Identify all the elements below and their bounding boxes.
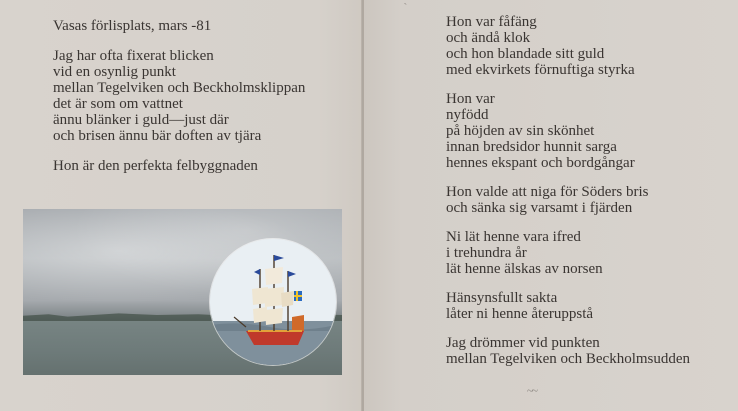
poem-line: Ni lät henne vara ifred — [446, 229, 581, 245]
poem-line: i trehundra år — [446, 245, 527, 261]
stanza — [446, 14, 731, 78]
ship-vignette — [210, 239, 336, 365]
poem-line: hennes ekspant och bordgångar — [446, 155, 635, 171]
poem-line: Hon valde att niga för Söders bris — [446, 184, 649, 200]
poem-line: låter ni henne återuppstå — [446, 306, 594, 322]
poem-line: Hon var fåfäng — [446, 14, 537, 30]
poem-line: mellan Tegelviken och Beckholmsklippan — [53, 80, 306, 96]
stanza — [446, 91, 731, 171]
poem-line: vid en osynlig punkt — [53, 64, 176, 80]
left-poem — [53, 18, 353, 188]
poem-line: mellan Tegelviken och Beckholmsudden — [446, 351, 691, 367]
page-mark-icon: ` — [403, 1, 411, 14]
stanza — [53, 48, 353, 144]
right-poem — [446, 14, 731, 380]
stanza — [446, 184, 731, 216]
poem-line: Hon var — [446, 91, 495, 107]
poem-line: och sänka sig varsamt i fjärden — [446, 200, 633, 216]
poem-line: ännu blänker i guld—just där — [53, 112, 229, 128]
poem-line: och ändå klok — [446, 30, 531, 46]
poem-title: Vasas förlisplats, mars -81 — [53, 18, 212, 34]
ship-illustration — [210, 239, 336, 365]
poem-line: lät henne älskas av norsen — [446, 261, 603, 277]
stanza — [446, 335, 731, 367]
poem-line: Hon är den perfekta felbyggnaden — [53, 158, 258, 174]
poem-line: nyfödd — [446, 107, 489, 123]
poem-line: innan bredsidor hunnit sarga — [446, 139, 617, 155]
poem-line: och brisen ännu bär doften av tjära — [53, 128, 262, 144]
poem-line: Jag drömmer vid punkten — [446, 335, 600, 351]
stanza — [446, 290, 731, 322]
stanza — [446, 229, 731, 277]
poem-line: det är som om vattnet — [53, 96, 183, 112]
stanza — [53, 158, 353, 174]
poem-line: och hon blandade sitt guld — [446, 46, 605, 62]
ornament-icon: ~~ — [527, 385, 537, 397]
poem-line: på höjden av sin skönhet — [446, 123, 595, 139]
poem-line: med ekvirkets förnuftiga styrka — [446, 62, 635, 78]
poem-line: Jag har ofta fixerat blicken — [53, 48, 214, 64]
harbor-photo — [23, 209, 342, 375]
poem-line: Hänsynsfullt sakta — [446, 290, 558, 306]
left-page — [0, 0, 362, 411]
